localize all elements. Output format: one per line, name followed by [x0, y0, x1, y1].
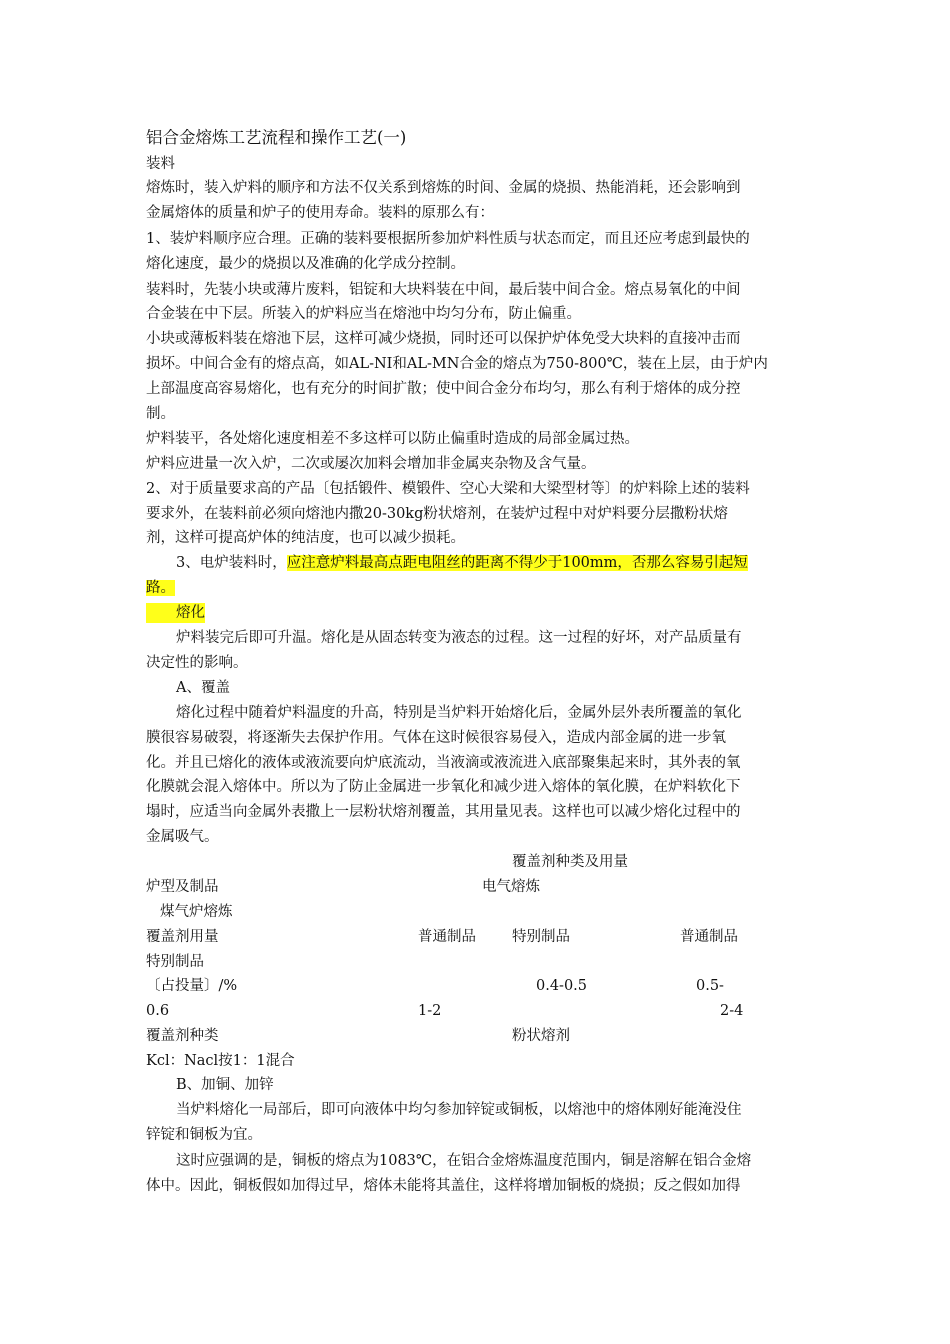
paragraph-line: 损坏。中间合金有的熔点高，如AL-NI和AL-MN合金的熔点为750-800℃，装在上层，由于炉内 [146, 356, 768, 372]
table-cell: 覆盖剂种类 [146, 1028, 219, 1044]
table-cell: 普通制品 [418, 929, 476, 945]
paragraph-line: 当炉料熔化一局部后，即可向液体中均匀参加锌锭或铜板，以熔池中的熔体刚好能淹没住 [176, 1102, 742, 1118]
subheading-add-copper-zinc: B、加铜、加锌 [176, 1077, 274, 1093]
table-cell: 2-4 [720, 1003, 744, 1019]
table-cell: 〔占投量〕/% [146, 978, 238, 994]
table-cell: 特别制品 [512, 929, 570, 945]
paragraph-line: 炉料应进量一次入炉，二次或屡次加料会增加非金属夹杂物及含气量。 [146, 456, 596, 472]
paragraph-line: 金属吸气。 [146, 829, 219, 845]
paragraph-line: 熔炼时，装入炉料的顺序和方法不仅关系到熔炼的时间、金属的烧损、热能消耗，还会影响到 [146, 180, 741, 196]
paragraph-line: 炉料装完后即可升温。熔化是从固态转变为液态的过程。这一过程的好坏，对产品质量有 [176, 630, 742, 646]
paragraph-line: 锌锭和铜板为宜。 [146, 1127, 262, 1143]
table-cell: 覆盖剂用量 [146, 929, 219, 945]
table-cell: Kcl：Nacl按1：1混合 [146, 1053, 295, 1069]
paragraph-line: 这时应强调的是，铜板的熔点为1083℃，在铝合金熔炼温度范围内，铜是溶解在铝合金熔 [176, 1153, 752, 1169]
table-cell: 0.6 [146, 1003, 170, 1019]
page-title: 铝合金熔炼工艺流程和操作工艺(一) [146, 128, 407, 147]
section-heading-melting: 熔化 [146, 603, 205, 623]
paragraph-line-highlighted [176, 553, 748, 573]
table-cell: 电气熔炼 [482, 879, 540, 895]
paragraph-line: 2、对于质量要求高的产品〔包括锻件、模锻件、空心大梁和大梁型材等〕的炉料除上述的装料 [146, 481, 750, 497]
table-cell: 粉状熔剂 [512, 1028, 570, 1044]
paragraph-line: 上部温度高容易熔化，也有充分的时间扩散；使中间合金分布均匀，那么有利于熔体的成分控 [146, 381, 741, 397]
plain-text: 3、电炉装料时， [176, 555, 287, 571]
paragraph-line: 化。并且已熔化的液体或液流要向炉底流动，当液滴或液流进入底部聚集起来时，其外表的氧 [146, 755, 741, 771]
table-cell: 特别制品 [146, 954, 204, 970]
paragraph-line-highlighted [146, 578, 175, 598]
table-caption: 覆盖剂种类及用量 [512, 854, 628, 870]
table-cell: 1-2 [418, 1003, 442, 1019]
paragraph-line: 化膜就会混入熔体中。所以为了防止金属进一步氧化和减少进入熔体的氧化膜，在炉料软化下 [146, 779, 741, 795]
paragraph-line: 1、装炉料顺序应合理。正确的装料要根据所参加炉料性质与状态而定，而且还应考虑到最快的 [146, 231, 750, 247]
table-cell: 炉型及制品 [146, 879, 219, 895]
paragraph-line: 小块或薄板料装在熔池下层，这样可减少烧损，同时还可以保护炉体免受大块料的直接冲击而 [146, 331, 741, 347]
paragraph-line: 熔化过程中随着炉料温度的升高，特别是当炉料开始熔化后，金属外层外表所覆盖的氧化 [176, 705, 742, 721]
table-cell: 0.4-0.5 [536, 978, 588, 994]
paragraph-line: 体中。因此，铜板假如加得过早，熔体未能将其盖住，这样将增加铜板的烧损；反之假如加得 [146, 1178, 741, 1194]
paragraph-line: 金属熔体的质量和炉子的使用寿命。装料的原那么有： [146, 205, 494, 221]
paragraph-line: 要求外，在装料前必须向熔池内撒20-30kg粉状熔剂，在装炉过程中对炉料要分层撒粉状熔 [146, 506, 728, 522]
highlighted-text: 应注意炉料最高点距电阻丝的距离不得少于100mm，否那么容易引起短 [286, 555, 748, 571]
paragraph-line: 合金装在中下层。所装入的炉料应当在熔池中均匀分布，防止偏重。 [146, 306, 581, 322]
table-cell: 煤气炉熔炼 [160, 904, 233, 920]
highlighted-text: 路。 [146, 580, 175, 596]
paragraph-line: 炉料装平，各处熔化速度相差不多这样可以防止偏重时造成的局部金属过热。 [146, 431, 639, 447]
paragraph-line: 膜很容易破裂，将逐渐失去保护作用。气体在这时候很容易侵入，造成内部金属的进一步氧 [146, 730, 726, 746]
section-heading-loading: 装料 [146, 156, 175, 172]
paragraph-line: 塌时，应适当向金属外表撒上一层粉状熔剂覆盖，其用量见表。这样也可以减少熔化过程中的 [146, 804, 741, 820]
paragraph-line: 制。 [146, 406, 175, 422]
table-cell: 0.5- [696, 978, 724, 994]
paragraph-line: 剂，这样可提高炉体的纯洁度，也可以减少损耗。 [146, 530, 465, 546]
table-cell: 普通制品 [680, 929, 738, 945]
subheading-cover: A、覆盖 [176, 680, 230, 696]
paragraph-line: 决定性的影响。 [146, 655, 248, 671]
paragraph-line: 装料时，先装小块或薄片废料，铝锭和大块料装在中间，最后装中间合金。熔点易氧化的中间 [146, 282, 741, 298]
paragraph-line: 熔化速度，最少的烧损以及准确的化学成分控制。 [146, 256, 465, 272]
